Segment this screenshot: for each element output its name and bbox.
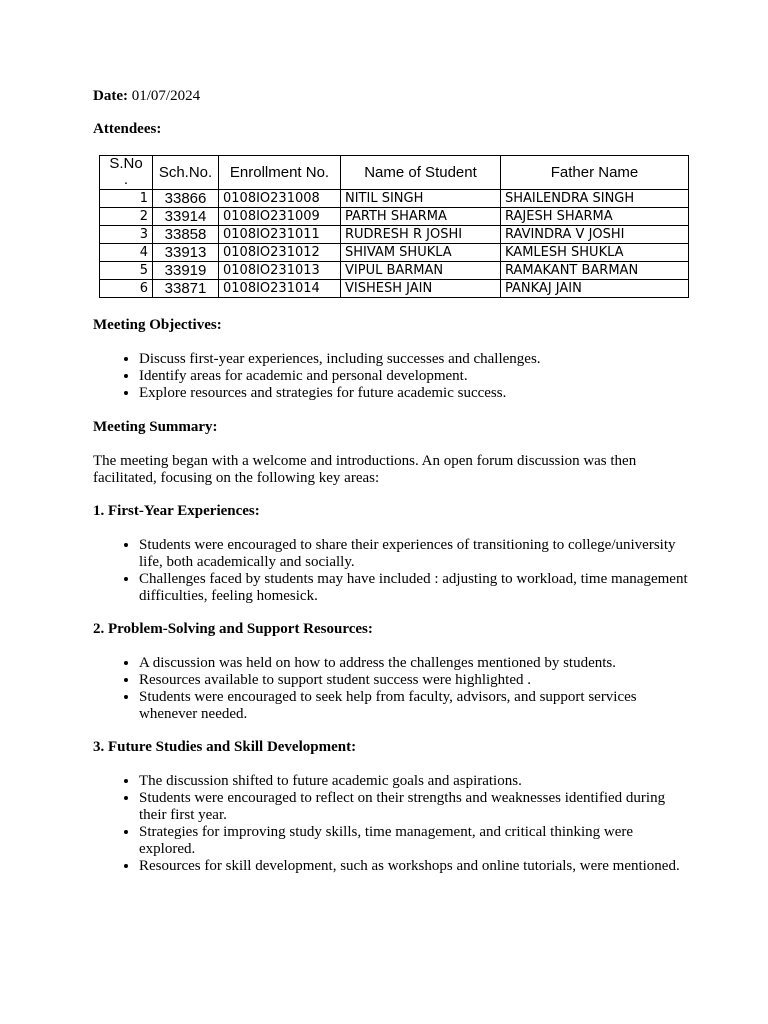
- section1-heading: 1. First-Year Experiences:: [93, 503, 260, 519]
- header-sno: S.No .: [100, 156, 153, 190]
- cell-father-name: SHAILENDRA SINGH: [501, 190, 689, 208]
- table-row: [100, 208, 689, 226]
- table-row: [100, 280, 689, 298]
- cell-student-name: SHIVAM SHUKLA: [341, 244, 501, 262]
- summary-intro: The meeting began with a welcome and introductions. An open forum discussion was then facilitated, focusing on the following key areas:: [93, 453, 637, 486]
- cell-sno: 5: [100, 262, 153, 280]
- cell-schno: 33858: [153, 226, 219, 244]
- section3-list: [93, 773, 688, 875]
- header-schno: Sch.No.: [153, 156, 219, 190]
- cell-student-name: VISHESH JAIN: [341, 280, 501, 298]
- cell-father-name: RAMAKANT BARMAN: [501, 262, 689, 280]
- list-item: • Students were encouraged to reflect on their strengths and weaknesses identified during their first year.: [139, 790, 688, 824]
- table-header-row: [100, 156, 689, 190]
- cell-student-name: VIPUL BARMAN: [341, 262, 501, 280]
- section2-list: [93, 655, 688, 723]
- objectives-list-block: [93, 351, 688, 402]
- attendees-heading: Attendees:: [93, 121, 162, 137]
- section1-list: [93, 537, 688, 605]
- list-item: • A discussion was held on how to address the challenges mentioned by students.: [139, 655, 688, 672]
- section1-list-block: [93, 537, 688, 605]
- cell-enrollment: 0108IO231009: [219, 208, 341, 226]
- objectives-heading: Meeting Objectives:: [93, 317, 222, 333]
- cell-father-name: RAVINDRA V JOSHI: [501, 226, 689, 244]
- cell-enrollment: 0108IO231014: [219, 280, 341, 298]
- table-row: [100, 226, 689, 244]
- cell-sno: 1: [100, 190, 153, 208]
- cell-sno: 6: [100, 280, 153, 298]
- cell-enrollment: 0108IO231008: [219, 190, 341, 208]
- cell-schno: 33919: [153, 262, 219, 280]
- list-item: • Resources available to support student success were highlighted .: [139, 672, 688, 689]
- list-item: • Discuss first-year experiences, including successes and challenges.: [139, 351, 688, 368]
- list-item: • Students were encouraged to share their experiences of transitioning to college/university life, both academically and socially.: [139, 537, 688, 571]
- cell-sno: 4: [100, 244, 153, 262]
- cell-schno: 33914: [153, 208, 219, 226]
- date-label: Date:: [93, 88, 128, 104]
- summary-heading: Meeting Summary:: [93, 419, 218, 435]
- list-item: • The discussion shifted to future academic goals and aspirations.: [139, 773, 688, 790]
- objectives-list: [93, 351, 688, 402]
- cell-father-name: PANKAJ JAIN: [501, 280, 689, 298]
- cell-enrollment: 0108IO231013: [219, 262, 341, 280]
- header-father-name: Father Name: [501, 156, 689, 190]
- cell-enrollment: 0108IO231011: [219, 226, 341, 244]
- cell-sno: 2: [100, 208, 153, 226]
- attendees-table: [99, 155, 689, 298]
- list-item: • Students were encouraged to seek help from faculty, advisors, and support services whenever needed.: [139, 689, 688, 723]
- section2-list-block: [93, 655, 688, 723]
- section3-heading: 3. Future Studies and Skill Development:: [93, 739, 357, 755]
- list-item: • Resources for skill development, such as workshops and online tutorials, were mentioned.: [139, 858, 688, 875]
- list-item: • Explore resources and strategies for future academic success.: [139, 385, 688, 402]
- cell-student-name: NITIL SINGH: [341, 190, 501, 208]
- list-item: • Identify areas for academic and personal development.: [139, 368, 688, 385]
- date-value: 01/07/2024: [131, 88, 201, 104]
- cell-student-name: RUDRESH R JOSHI: [341, 226, 501, 244]
- table-row: [100, 244, 689, 262]
- cell-schno: 33913: [153, 244, 219, 262]
- header-enrollment: Enrollment No.: [219, 156, 341, 190]
- cell-schno: 33871: [153, 280, 219, 298]
- cell-father-name: KAMLESH SHUKLA: [501, 244, 689, 262]
- date-line: [93, 88, 688, 105]
- table-row: [100, 262, 689, 280]
- section2-heading: 2. Problem-Solving and Support Resources:: [93, 621, 373, 637]
- cell-schno: 33866: [153, 190, 219, 208]
- section3-list-block: [93, 773, 688, 875]
- cell-student-name: PARTH SHARMA: [341, 208, 501, 226]
- cell-enrollment: 0108IO231012: [219, 244, 341, 262]
- cell-father-name: RAJESH SHARMA: [501, 208, 689, 226]
- list-item: • Challenges faced by students may have included : adjusting to workload, time management difficulties, feeling homesick.: [139, 571, 688, 605]
- header-student-name: Name of Student: [341, 156, 501, 190]
- cell-sno: 3: [100, 226, 153, 244]
- list-item: • Strategies for improving study skills, time management, and critical thinking were explored.: [139, 824, 688, 858]
- table-row: [100, 190, 689, 208]
